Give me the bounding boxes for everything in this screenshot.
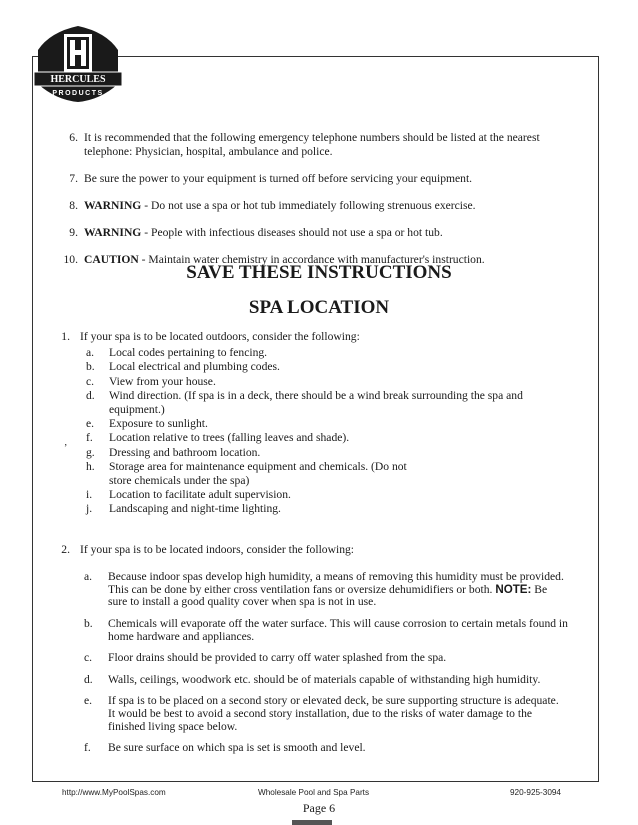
list-item: 6. It is recommended that the following emergency telephone numbers should be listed at the nearest telephone: Physician, hospital, ambulance and police. (69, 131, 540, 158)
list-item: c. View from your house. (86, 374, 216, 388)
hercules-logo (30, 20, 126, 104)
logo-text-products: PRODUCTS (52, 90, 104, 97)
list-item: e. Exposure to sunlight. (86, 417, 208, 431)
note-label: NOTE: (495, 582, 532, 596)
caution-label: CAUTION (84, 253, 139, 266)
list-item: d. Walls, ceilings, woodwork etc. should be of materials capable of withstanding high humidity. (84, 672, 541, 686)
list-item: j. Landscaping and night-time lighting. (86, 502, 281, 516)
list-item: 9. WARNING - People with infectious diseases should not use a spa or hot tub. (69, 226, 443, 239)
outdoor-section (56, 330, 591, 517)
list-item: 10. CAUTION - Maintain water chemistry in accordance with manufacturer's instruction. (63, 253, 485, 266)
list-item: b. Local electrical and plumbing codes. (86, 360, 280, 374)
warning-label: WARNING (84, 226, 142, 239)
list-item: f. Be sure surface on which spa is set is smooth and level. (84, 741, 366, 755)
save-instructions-heading: SAVE THESE INSTRUCTIONS (186, 262, 452, 283)
section-lead: 1. If your spa is to be located outdoors, consider the following: (61, 330, 360, 343)
warning-label: WARNING (84, 199, 142, 212)
list-item: c. Floor drains should be provided to carry off water splashed from the spa. (84, 651, 447, 665)
indoor-section (56, 543, 591, 764)
list-item: f. Location relative to trees (falling leaves and shade). (86, 431, 350, 445)
list-item: 7. Be sure the power to your equipment is turned off before servicing your equipment. (69, 172, 473, 185)
list-item: g. Dressing and bathroom location. (86, 445, 261, 459)
footer-url: http://www.MyPoolSpas.com (62, 788, 166, 797)
list-item: h. Storage area for maintenance equipment and chemicals. (Do not store chemicals under the spa) (86, 459, 407, 488)
section-lead: 2. If your spa is to be located indoors, consider the following: (61, 543, 355, 556)
list-item: e. If spa is to be placed on a second story or elevated deck, be sure supporting structure is adequate. It would be best to avoid a second story installation, due to the risks of water damage to the finished living space below. (84, 694, 559, 733)
footer-title: Wholesale Pool and Spa Parts (258, 788, 370, 797)
list-item: d. Wind direction. (If spa is in a deck, there should be a wind break surrounding the spa and equipment.) (86, 388, 523, 417)
page-number: Page 6 (302, 801, 336, 815)
list-item: a. Local codes pertaining to fencing. (86, 346, 268, 360)
list-item: 8. WARNING - Do not use a spa or hot tub immediately following strenuous exercise. (69, 199, 476, 212)
list-item: b. Chemicals will evaporate off the water surface. This will cause corrosion to certain metals found in home hardware and appliances. (84, 616, 568, 643)
list-item: a. Because indoor spas develop high humidity, a means of removing this humidity must be provided. This can be done by either cross ventilation fans or oversize dehumidifiers or both. NOTE: Be sure to install a good quality cover when spa is not in use. (84, 570, 564, 609)
list-item: i. Location to facilitate adult supervision. (86, 488, 291, 502)
instruction-list (62, 131, 582, 280)
scan-mark: ’ (64, 443, 68, 454)
footer-phone: 920-925-3094 (510, 788, 561, 797)
scan-artifact (292, 820, 332, 825)
logo-text-hercules: HERCULES (50, 74, 106, 85)
spa-location-heading: SPA LOCATION (248, 297, 390, 318)
